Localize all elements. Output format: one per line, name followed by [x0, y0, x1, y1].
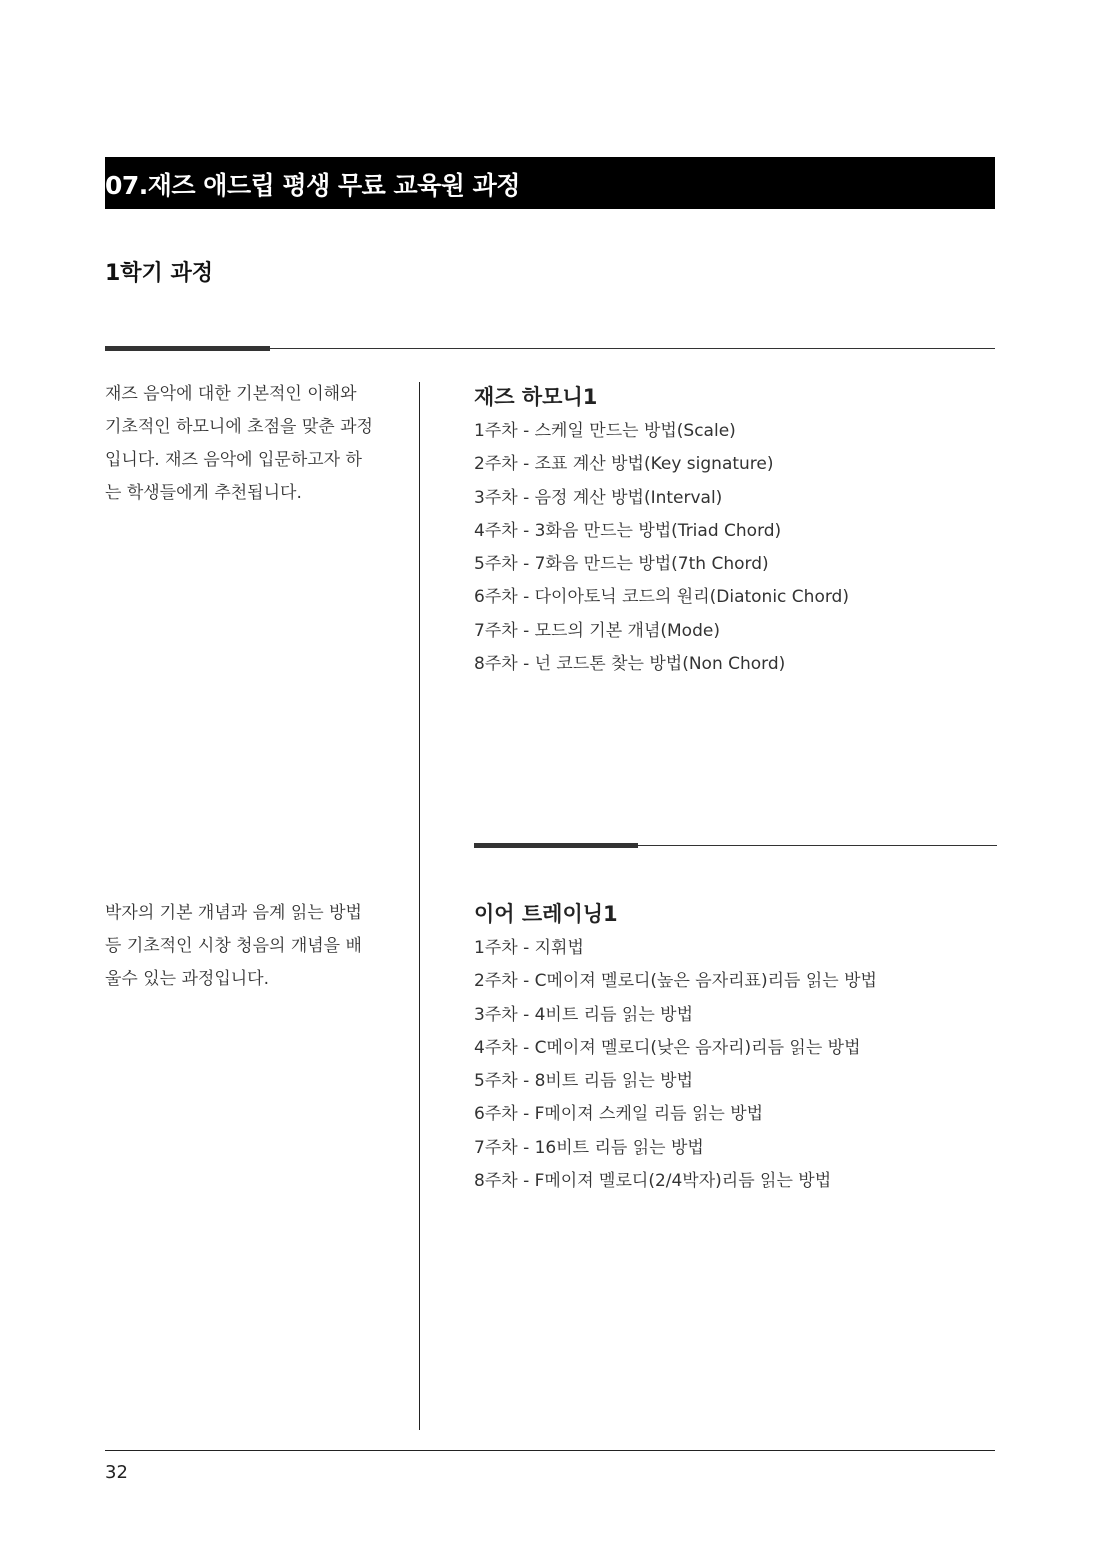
- section-rule-accent: [105, 346, 270, 351]
- course-heading: 재즈 하모니1: [474, 385, 598, 409]
- section-rule-accent: [474, 843, 638, 848]
- column-divider: [419, 382, 420, 1430]
- week-item: 1주차 - 스케일 만드는 방법(Scale): [474, 421, 736, 441]
- week-item: 7주차 - 16비트 리듬 읽는 방법: [474, 1137, 704, 1158]
- week-list: [474, 932, 974, 1198]
- course-description: 박자의 기본 개념과 음계 읽는 방법 등 기초적인 시창 청음의 개념을 배울수 있는 과정입니다.: [105, 903, 362, 989]
- course-heading: 이어 트레이닝1: [474, 902, 618, 926]
- week-item: 3주차 - 4비트 리듬 읽는 방법: [474, 1004, 694, 1025]
- week-item: 7주차 - 모드의 기본 개념(Mode): [474, 620, 720, 641]
- course-ear-training: [474, 898, 974, 1198]
- week-item: 2주차 - 조표 계산 방법(Key signature): [474, 454, 774, 475]
- week-item: 1주차 - 지휘법: [474, 938, 584, 958]
- week-item: 4주차 - 3화음 만드는 방법(Triad Chord): [474, 520, 782, 541]
- week-item: 5주차 - 7화음 만드는 방법(7th Chord): [474, 554, 769, 575]
- week-item: 4주차 - C메이져 멜로디(낮은 음자리)리듬 읽는 방법: [474, 1037, 861, 1058]
- footer-rule: [105, 1450, 995, 1451]
- week-item: 6주차 - F메이져 스케일 리듬 읽는 방법: [474, 1104, 764, 1125]
- week-item: 3주차 - 음정 계산 방법(Interval): [474, 487, 723, 508]
- week-item: 8주차 - F메이져 멜로디(2/4박자)리듬 읽는 방법: [474, 1171, 832, 1192]
- week-item: 5주차 - 8비트 리듬 읽는 방법: [474, 1071, 694, 1092]
- week-list: [474, 415, 974, 681]
- chapter-title-bar: [105, 157, 995, 209]
- course-harmony: [474, 381, 974, 681]
- week-item: 6주차 - 다이아토닉 코드의 원리(Diatonic Chord): [474, 587, 849, 608]
- course-description: 재즈 음악에 대한 기본적인 이해와 기초적인 하모니에 초점을 맞춘 과정입니다. 재즈 음악에 입문하고자 하는 학생들에게 추천됩니다.: [105, 384, 373, 503]
- semester-title: 1학기 과정: [105, 261, 213, 286]
- page-number: 32: [105, 1462, 128, 1483]
- week-item: 2주차 - C메이져 멜로디(높은 음자리표)리듬 읽는 방법: [474, 971, 877, 992]
- week-item: 8주차 - 넌 코드톤 찾는 방법(Non Chord): [474, 654, 786, 675]
- chapter-title: 07.재즈 애드립 평생 무료 교육원 과정: [105, 171, 520, 200]
